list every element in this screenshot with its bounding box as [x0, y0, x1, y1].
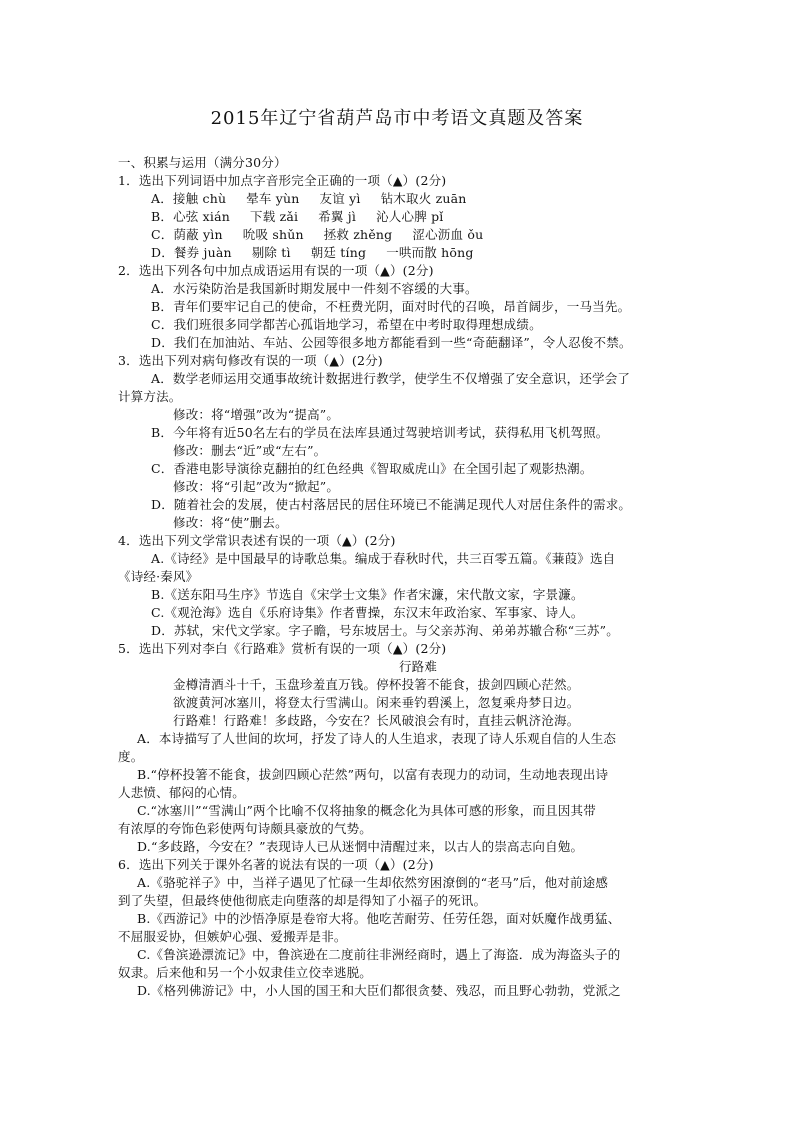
option-text: 剔除 tì — [251, 245, 291, 260]
page-title: 2015年辽宁省葫芦岛市中考语文真题及答案 — [210, 108, 584, 129]
question-3-stem: 3．选出下列对病句修改有误的一项（▲）(2分) — [118, 353, 383, 368]
question-4-option-a: A.《诗经》是中国最早的诗歌总集。编成于春秋时代，共三百零五篇。《蒹葭》选自 — [151, 551, 616, 566]
question-5-stem: 5．选出下列对李白《行路难》赏析有误的一项（▲）(2分) — [118, 641, 447, 656]
poem-line-1: 金樽清酒斗十千，玉盘珍羞直万钱。停杯投箸不能食，拔剑四顾心茫然。 — [173, 677, 580, 692]
option-text: 下载 zǎi — [250, 209, 299, 224]
question-3-option-b: B．今年将有近50名左右的学员在法库县通过驾驶培训考试，获得私用飞机驾照。 — [151, 425, 609, 440]
option-text: D．餐券 juàn — [151, 245, 232, 260]
question-6-option-d: D.《格列佛游记》中，小人国的国王和大臣们都很贪婪、残忍，而且野心勃勃，党派之 — [137, 983, 621, 998]
option-text: A．接触 chù — [151, 191, 227, 206]
poem-title: 行路难 — [398, 659, 438, 674]
question-1-option-d — [118, 244, 678, 262]
question-5-option-b: B.“停杯投箸不能食，拔剑四顾心茫然”两句，以富有表现力的动词，生动地表现出诗 — [137, 767, 609, 782]
question-3-option-c: C．香港电影导演徐克翻拍的红色经典《智取威虎山》在全国引起了观影热潮。 — [151, 461, 593, 476]
question-6-option-c-cont: 奴隶。后来他和另一个小奴隶佳立佼幸逃脱。 — [118, 965, 373, 980]
question-2-option-d: D．我们在加油站、车站、公园等很多地方都能看到一些“奇葩翻译”，令人忍俊不禁。 — [151, 335, 632, 350]
question-2-option-c: C．我们班很多同学都苦心孤诣地学习，希望在中考时取得理想成绩。 — [151, 317, 542, 332]
option-text: 朝廷 tíng — [310, 245, 367, 260]
question-3-fix-c: 修改：将“引起”改为“掀起”。 — [173, 479, 340, 494]
option-text: 涩心沥血 ǒu — [412, 227, 484, 242]
question-4-stem: 4．选出下列文学常识表述有误的一项（▲）(2分) — [118, 533, 396, 548]
option-text: 一哄而散 hōng — [386, 245, 474, 260]
question-6-stem: 6．选出下列关于课外名著的说法有误的一项（▲）(2分) — [118, 857, 434, 872]
question-3-option-d: D．随着社会的发展，使古村落居民的居住环境已不能满足现代人对居住条件的需求。 — [151, 497, 632, 512]
question-5-option-b-cont: 人悲愤、郁闷的心情。 — [118, 785, 246, 800]
question-1-option-b — [118, 208, 678, 226]
question-5-option-a: A．本诗描写了人世间的坎坷，抒发了诗人的人生追求，表现了诗人乐观自信的人生态 — [137, 731, 617, 746]
question-6-option-b: B.《西游记》中的沙悟净原是卷帘大将。他吃苦耐劳、任劳任怨，面对妖魔作战勇猛、 — [137, 911, 621, 926]
question-5-option-a-cont: 度。 — [118, 749, 144, 764]
question-3-fix-a: 修改：将“增强”改为“提高”。 — [173, 407, 340, 422]
question-6-option-a-cont: 到了失望，但最终使他彻底走向堕落的却是得知了小福子的死讯。 — [118, 893, 487, 908]
option-text: 友谊 yì — [319, 191, 361, 206]
question-2-option-b: B．青年们要牢记自己的使命，不枉费光阴，面对时代的召唤，昂首阔步，一马当先。 — [151, 299, 631, 314]
question-3-option-a: A．数学老师运用交通事故统计数据进行教学，使学生不仅增强了安全意识，还学会了 — [151, 371, 631, 386]
option-text: 希翼 jì — [318, 209, 357, 224]
question-2-stem: 2．选出下列各句中加点成语运用有误的一项（▲）(2分) — [118, 263, 434, 278]
question-3-option-a-cont: 计算方法。 — [118, 389, 182, 404]
question-3-fix-d: 修改：将“使”删去。 — [173, 515, 288, 530]
question-4-option-d: D．苏轼，宋代文学家。字子瞻，号东坡居士。与父亲苏洵、弟弟苏辙合称“三苏”。 — [151, 623, 619, 638]
question-5-option-c: C.“冰塞川”“雪满山”两个比喻不仅将抽象的概念化为具体可感的形象，而且因其带 — [137, 803, 596, 818]
question-6-option-b-cont: 不屈服妥协，但嫉妒心强、爱搬弄是非。 — [118, 929, 347, 944]
question-6-option-a: A.《骆驼祥子》中，当祥子遇见了忙碌一生却依然穷困潦倒的“老马”后，他对前途感 — [137, 875, 609, 890]
option-text: 晕车 yùn — [246, 191, 300, 206]
question-4-option-c: C.《观沧海》选自《乐府诗集》作者曹操，东汉末年政治家、军事家、诗人。 — [151, 605, 584, 620]
question-1-option-c — [118, 226, 678, 244]
question-5-option-c-cont: 有浓厚的夸饰色彩使两句诗颇具豪放的气势。 — [118, 821, 373, 836]
poem-line-3: 行路难！行路难！多歧路，今安在？长风破浪会有时，直挂云帆济沧海。 — [173, 713, 580, 728]
question-6-option-c: C.《鲁滨逊漂流记》中，鲁滨逊在二度前往非洲经商时，遇上了海盗．成为海盗头子的 — [137, 947, 621, 962]
question-3-fix-b: 修改：删去“近”或“左右”。 — [173, 443, 327, 458]
section-heading: 一、积累与运用（满分30分） — [118, 155, 287, 170]
poem-line-2: 欲渡黄河冰塞川，将登太行雪满山。闲来垂钓碧溪上，忽复乘舟梦日边。 — [173, 695, 580, 710]
option-text: 拯救 zhěng — [323, 227, 393, 242]
question-1-option-a — [118, 190, 678, 208]
option-text: C．荫蔽 yìn — [151, 227, 223, 242]
question-1-stem: 1．选出下列词语中加点字音形完全正确的一项（▲）(2分) — [118, 173, 447, 188]
option-text: 沁人心脾 pǐ — [376, 209, 444, 224]
option-text: B．心弦 xián — [151, 209, 231, 224]
option-text: 吮吸 shǔn — [242, 227, 304, 242]
question-4-option-b: B.《送东阳马生序》节选自《宋学士文集》作者宋濂，宋代散文家，字景濂。 — [151, 587, 584, 602]
question-5-option-d: D.“多歧路，今安在？”表现诗人已从迷惘中清醒过来，以古人的崇高志向自勉。 — [137, 839, 584, 854]
option-text: 钻木取火 zuān — [380, 191, 467, 206]
question-2-option-a: A．水污染防治是我国新时期发展中一件刻不容缓的大事。 — [151, 281, 478, 296]
exam-body — [118, 154, 678, 1000]
question-4-option-a-cont: 《诗经·秦风》 — [118, 569, 199, 584]
